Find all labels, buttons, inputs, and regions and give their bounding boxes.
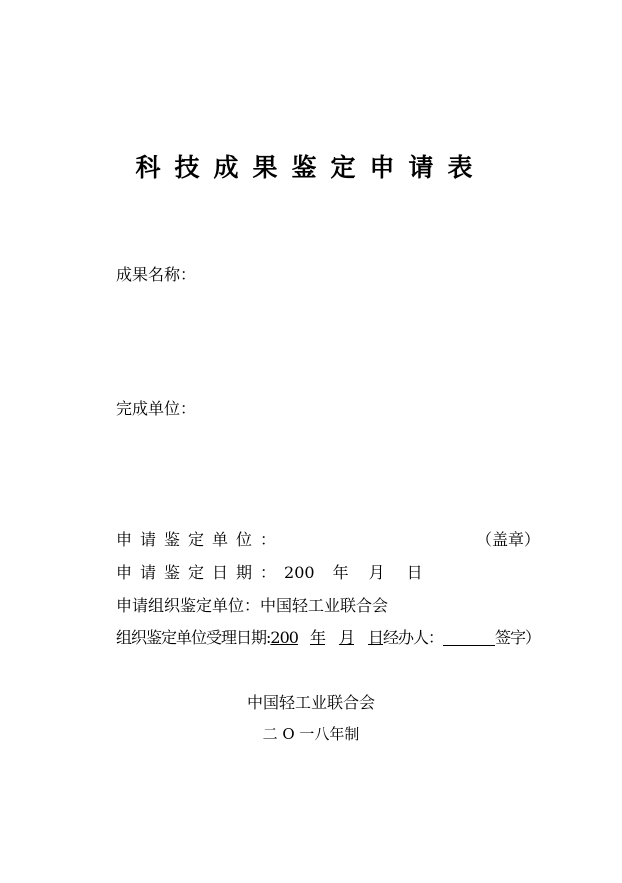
accept-date-label: 组织鉴定单位受理日期: [116, 628, 271, 647]
achievement-name-label: 成果名称： [116, 265, 197, 284]
handler-signature-line [443, 629, 495, 646]
apply-date-year: 200 [284, 563, 315, 582]
accept-day-char: 日 [367, 628, 383, 647]
accept-date-fill [270, 628, 383, 647]
handler-label: 经办人： [383, 628, 444, 647]
sign-note: 签字） [495, 628, 541, 647]
accept-year: 200 [270, 628, 298, 647]
org-unit-value: 中国轻工业联合会 [260, 596, 389, 615]
apply-month-char: 月 [368, 563, 385, 582]
accept-row [116, 625, 540, 648]
apply-unit-label: 申请鉴定单位： [116, 530, 285, 549]
seal-note: （盖章） [476, 530, 541, 549]
footer-org: 中国轻工业联合会 [246, 693, 375, 712]
accept-year-char: 年 [309, 628, 325, 647]
accept-month-char: 月 [338, 628, 354, 647]
footer-made: 二 O 一八年制 [262, 725, 360, 743]
document-title: 科技成果鉴定申请表 [135, 153, 487, 182]
completing-unit-label: 完成单位： [116, 399, 197, 418]
apply-date-row [116, 560, 423, 583]
org-unit-row [116, 593, 388, 616]
org-unit-label: 申请组织鉴定单位： [116, 596, 261, 615]
apply-date-label: 申请鉴定日期： [116, 563, 285, 582]
apply-day-char: 日 [406, 563, 423, 582]
apply-year-char: 年 [332, 563, 349, 582]
